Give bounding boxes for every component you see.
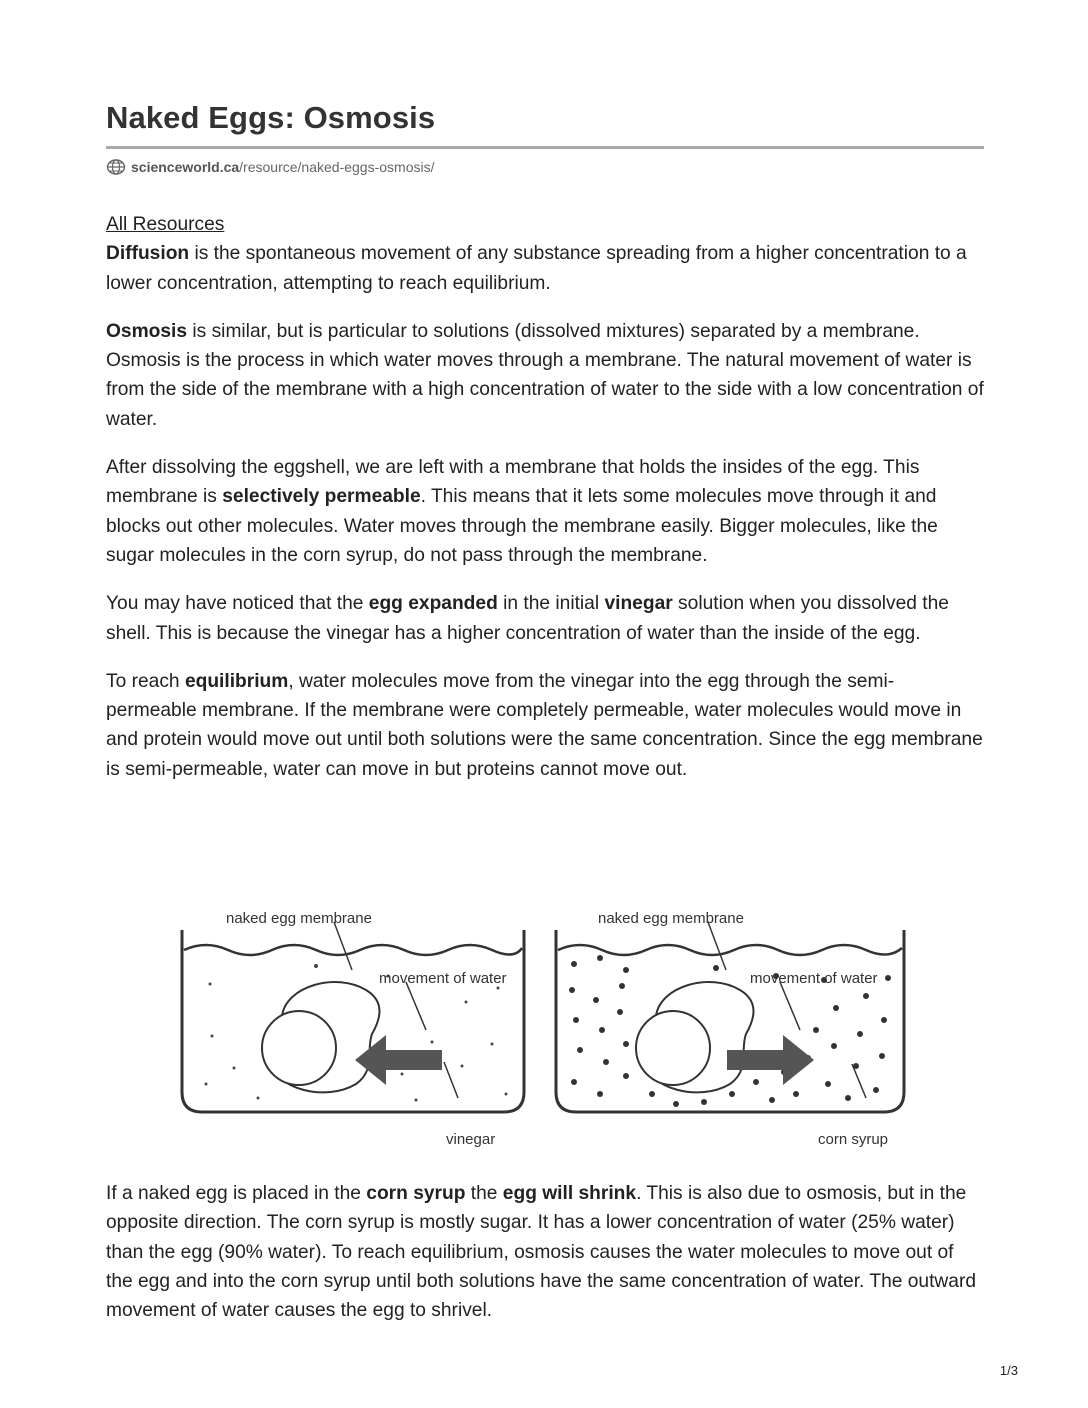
term-osmosis: Osmosis: [106, 320, 188, 342]
page-number: 1/3: [999, 1363, 1018, 1378]
text: , water molecules move from the vinegar into the egg through the semi-permeable membrane. If the membrane were completely permeable, water molecules would move in and protein would move out until both solutions were the same concentration. Since the egg membrane is semi-permeable, water can move in but proteins cannot move out.: [106, 670, 983, 780]
corn-syrup-beaker: [556, 910, 904, 1148]
text: . This means that it lets some molecules move through it and blocks out other molecules. Water moves through the membrane easily. Bigger molecules, like the sugar molecules in the corn syrup, do not pass through the membrane.: [106, 486, 938, 566]
vinegar-membrane-label: naked egg membrane: [226, 910, 372, 927]
source-domain: scienceworld.ca: [131, 159, 240, 175]
term-corn-syrup: corn syrup: [366, 1183, 466, 1204]
term-egg-will-shrink: egg will shrink: [502, 1183, 637, 1204]
text: is similar, but is particular to solutions (dissolved mixtures) separated by a membrane. Osmosis is the process in which water moves through a membrane. The natural movement of water is from the side of the membrane with a high concentration of water to the side with a low concentration of water.: [106, 320, 984, 430]
text: . This is also due to osmosis, but in the opposite direction. The corn syrup is mostly sugar. It has a lower concentration of water (25% water) than the egg (90% water). To reach equilibrium, osmosis causes the water molecules to move out of the egg and into the corn syrup until both solutions have the same concentration of water. The outward movement of water causes the egg to shrivel.: [106, 1183, 977, 1322]
globe-icon: [106, 159, 126, 175]
article-body: [106, 210, 984, 803]
source-path: /resource/naked-eggs-osmosis/: [239, 159, 435, 175]
article-body-continued: [106, 1179, 984, 1325]
vinegar-label: vinegar: [446, 1131, 496, 1148]
text: is the spontaneous movement of any substance spreading from a higher concentration to a lower concentration, attempting to reach equilibrium.: [106, 243, 967, 294]
term-vinegar: vinegar: [604, 593, 673, 615]
text: solution when you dissolved the shell. This is because the vinegar has a higher concentration of water than the inside of the egg.: [106, 593, 949, 644]
text: You may have noticed that the: [106, 593, 369, 615]
paragraph-corn-syrup: [106, 1179, 984, 1325]
text: If a naked egg is placed in the: [106, 1183, 367, 1204]
paragraph-equilibrium: [106, 667, 984, 784]
vinegar-beaker: [182, 910, 524, 1148]
source-url[interactable]: [106, 157, 984, 177]
text: After dissolving the eggshell, we are left with a membrane that holds the insides of the egg. This membrane is: [106, 457, 920, 508]
page-header: [106, 96, 984, 177]
term-diffusion: Diffusion: [106, 243, 190, 265]
osmosis-diagram: [176, 898, 910, 1156]
paragraph-diffusion: [106, 239, 984, 298]
corn-syrup-label: corn syrup: [818, 1131, 889, 1148]
page-title: Naked Eggs: Osmosis: [106, 100, 436, 135]
corn-syrup-movement-label: movement of water: [750, 970, 878, 987]
corn-syrup-membrane-label: naked egg membrane: [598, 910, 744, 927]
all-resources-link[interactable]: All Resources: [106, 214, 225, 235]
paragraph-membrane: [106, 453, 984, 570]
paragraph-vinegar: [106, 589, 984, 648]
vinegar-movement-label: movement of water: [379, 970, 507, 987]
title-divider: [106, 146, 984, 149]
term-egg-expanded: egg expanded: [368, 593, 498, 615]
paragraph-osmosis: [106, 317, 984, 434]
text: in the initial: [497, 593, 605, 615]
term-equilibrium: equilibrium: [184, 670, 289, 692]
text: To reach: [106, 670, 185, 692]
text: the: [465, 1183, 503, 1204]
term-selectively-permeable: selectively permeable: [222, 486, 421, 508]
